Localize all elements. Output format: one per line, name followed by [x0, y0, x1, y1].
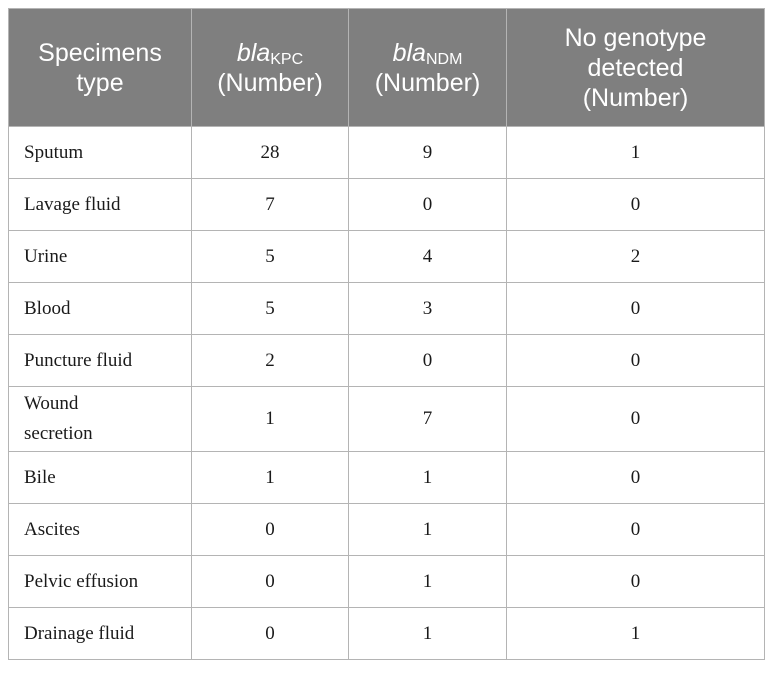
cell-ndm: 1	[349, 504, 507, 556]
specimen-genotype-table-container	[8, 8, 764, 678]
header-specimens-type-label: Specimens type	[38, 38, 162, 97]
header-bla-kpc-subscript: KPC	[270, 50, 304, 68]
cell-kpc: 0	[192, 556, 349, 608]
cell-ndm: 7	[349, 387, 507, 452]
cell-kpc: 1	[192, 452, 349, 504]
cell-no-genotype: 0	[507, 452, 765, 504]
header-bla-kpc	[192, 9, 349, 127]
specimen-genotype-table	[8, 8, 765, 660]
header-specimens-type	[9, 9, 192, 127]
table-row	[9, 556, 765, 608]
cell-kpc: 28	[192, 127, 349, 179]
cell-no-genotype: 0	[507, 387, 765, 452]
cell-kpc: 1	[192, 387, 349, 452]
cell-no-genotype: 2	[507, 231, 765, 283]
cell-specimen: Sputum	[9, 127, 192, 179]
cell-ndm: 0	[349, 179, 507, 231]
table-header	[9, 9, 765, 127]
table-body	[9, 127, 765, 660]
table-row	[9, 179, 765, 231]
header-bla-ndm-subscript: NDM	[425, 50, 463, 68]
cell-ndm: 1	[349, 452, 507, 504]
cell-specimen: Urine	[9, 231, 192, 283]
header-no-genotype	[507, 9, 765, 127]
cell-specimen: Ascites	[9, 504, 192, 556]
cell-no-genotype: 0	[507, 179, 765, 231]
cell-specimen: Lavage fluid	[9, 179, 192, 231]
cell-kpc: 0	[192, 504, 349, 556]
cell-specimen-text: Wound secretion	[24, 393, 93, 444]
header-bla-kpc-gene: bla	[236, 38, 271, 67]
cell-no-genotype: 0	[507, 283, 765, 335]
cell-kpc: 0	[192, 608, 349, 660]
cell-ndm: 1	[349, 608, 507, 660]
cell-ndm: 4	[349, 231, 507, 283]
header-no-genotype-label: No genotype detected (Number)	[564, 23, 707, 112]
cell-specimen	[9, 387, 192, 452]
cell-kpc: 5	[192, 283, 349, 335]
cell-ndm: 9	[349, 127, 507, 179]
table-row	[9, 283, 765, 335]
cell-kpc: 7	[192, 179, 349, 231]
cell-ndm: 1	[349, 556, 507, 608]
table-row	[9, 387, 765, 452]
table-row	[9, 504, 765, 556]
cell-specimen: Pelvic effusion	[9, 556, 192, 608]
header-row	[9, 9, 765, 127]
table-row	[9, 608, 765, 660]
cell-specimen: Drainage fluid	[9, 608, 192, 660]
table-row	[9, 127, 765, 179]
cell-kpc: 2	[192, 335, 349, 387]
cell-no-genotype: 0	[507, 556, 765, 608]
cell-no-genotype: 0	[507, 335, 765, 387]
table-row	[9, 335, 765, 387]
header-bla-kpc-unit: (Number)	[217, 68, 323, 97]
cell-no-genotype: 0	[507, 504, 765, 556]
cell-no-genotype: 1	[507, 127, 765, 179]
table-row	[9, 452, 765, 504]
header-bla-ndm-unit: (Number)	[374, 68, 481, 97]
cell-specimen: Bile	[9, 452, 192, 504]
cell-kpc: 5	[192, 231, 349, 283]
cell-ndm: 0	[349, 335, 507, 387]
header-bla-ndm	[349, 9, 507, 127]
cell-specimen: Blood	[9, 283, 192, 335]
header-bla-ndm-gene: bla	[392, 38, 426, 67]
cell-no-genotype: 1	[507, 608, 765, 660]
cell-specimen: Puncture fluid	[9, 335, 192, 387]
cell-ndm: 3	[349, 283, 507, 335]
table-row	[9, 231, 765, 283]
